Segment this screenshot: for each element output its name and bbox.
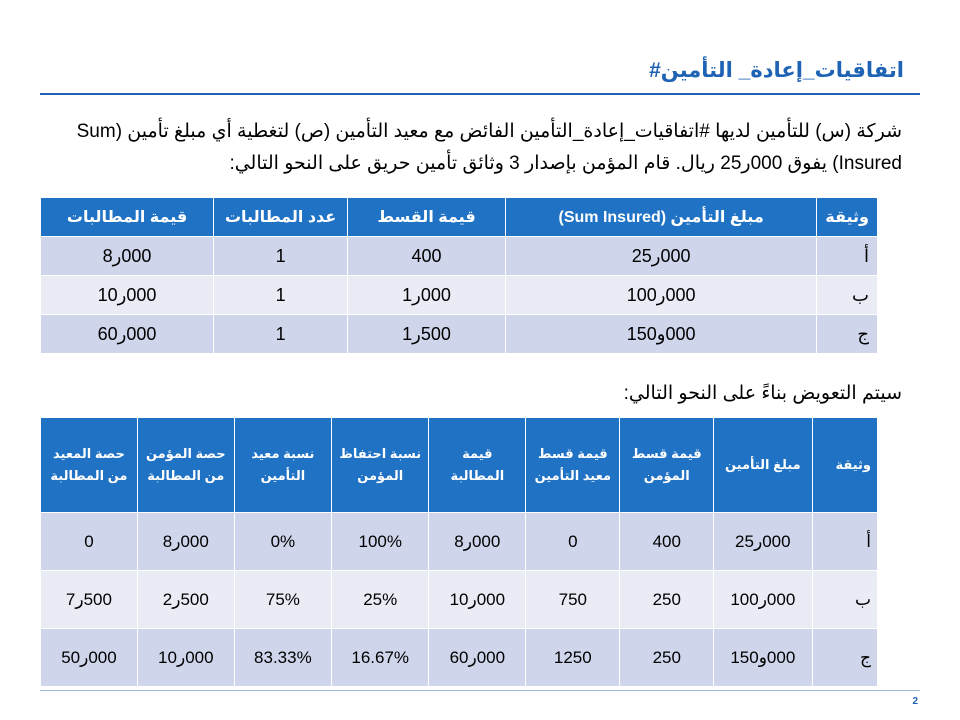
column-header: قيمة المطالبة <box>429 418 526 513</box>
table-cell: 000ر8 <box>137 513 234 571</box>
table-cell: 500ر1 <box>348 315 506 354</box>
table-cell: ب <box>817 276 878 315</box>
table-cell: 000ر10 <box>429 571 526 629</box>
table-cell: 000ر8 <box>41 237 214 276</box>
column-header: حصة المؤمن من المطالبة <box>137 418 234 513</box>
compensation-subtitle: سيتم التعويض بناءً على النحو التالي: <box>623 383 902 404</box>
page-title: #اتفاقيات_إعادة_ التأمين <box>649 59 904 82</box>
title-divider <box>40 93 920 95</box>
table-cell: 1250 <box>526 629 620 687</box>
table-cell: 000ر100 <box>714 571 812 629</box>
table-cell: 750 <box>526 571 620 629</box>
table-cell: 250 <box>620 629 714 687</box>
column-header: مبلغ التأمين (Sum Insured) <box>505 198 816 237</box>
footer-divider <box>40 690 920 691</box>
table-cell: 000ر1 <box>348 276 506 315</box>
column-header: مبلغ التأمين <box>714 418 812 513</box>
table-cell: 000و150 <box>505 315 816 354</box>
table-cell: أ <box>817 237 878 276</box>
table-cell: 000و150 <box>714 629 812 687</box>
table-cell: 75% <box>234 571 331 629</box>
column-header: وثيقة <box>817 198 878 237</box>
intro-paragraph: شركة (س) للتأمين لديها #اتفاقيات_إعادة_التأمين الفائض مع معيد التأمين (ص) لتغطية أي مبلغ تأمين (Sum Insured) يفوق 000ر25 ريال. قام المؤمن بإصدار 3 وثائق تأمين حريق على النحو التالي: <box>76 121 902 174</box>
table-row <box>41 315 878 354</box>
table-cell: 400 <box>348 237 506 276</box>
compensation-table-header <box>41 418 878 513</box>
table-cell: 000ر10 <box>137 629 234 687</box>
table-cell: 1 <box>214 237 348 276</box>
table-cell: 0 <box>41 513 138 571</box>
table-row <box>41 276 878 315</box>
table-cell: 16.67% <box>332 629 429 687</box>
compensation-table <box>40 418 878 686</box>
table-cell: 000ر8 <box>429 513 526 571</box>
table-cell: 1 <box>214 276 348 315</box>
page-number: 2 <box>912 696 918 707</box>
column-header: قيمة المطالبات <box>41 198 214 237</box>
table-cell: 100% <box>332 513 429 571</box>
table-cell: 1 <box>214 315 348 354</box>
table-cell: 000ر60 <box>429 629 526 687</box>
column-header: وثيقة <box>812 418 878 513</box>
column-header: عدد المطالبات <box>214 198 348 237</box>
table-cell: 500ر7 <box>41 571 138 629</box>
table-row <box>41 571 878 629</box>
table-cell: 000ر10 <box>41 276 214 315</box>
column-header: نسبة معيد التأمين <box>234 418 331 513</box>
table-cell: 25% <box>332 571 429 629</box>
table-row <box>41 237 878 276</box>
table-cell: 83.33% <box>234 629 331 687</box>
column-header: حصة المعيد من المطالبة <box>41 418 138 513</box>
column-header: نسبة احتفاظ المؤمن <box>332 418 429 513</box>
table-cell: أ <box>812 513 878 571</box>
column-header: قيمة القسط <box>348 198 506 237</box>
table-cell: 250 <box>620 571 714 629</box>
table-cell: 500ر2 <box>137 571 234 629</box>
table-cell: 000ر25 <box>505 237 816 276</box>
policies-table-header <box>41 198 878 237</box>
column-header: قيمة قسط معيد التأمين <box>526 418 620 513</box>
table-cell: 000ر50 <box>41 629 138 687</box>
table-row <box>41 513 878 571</box>
table-cell: 0 <box>526 513 620 571</box>
table-cell: ج <box>812 629 878 687</box>
table-cell: 000ر100 <box>505 276 816 315</box>
table-cell: 000ر60 <box>41 315 214 354</box>
policies-table <box>40 198 878 353</box>
table-cell: ب <box>812 571 878 629</box>
table-cell: 400 <box>620 513 714 571</box>
table-row <box>41 629 878 687</box>
column-header: قيمة قسط المؤمن <box>620 418 714 513</box>
table-cell: ج <box>817 315 878 354</box>
table-cell: 0% <box>234 513 331 571</box>
table-cell: 000ر25 <box>714 513 812 571</box>
